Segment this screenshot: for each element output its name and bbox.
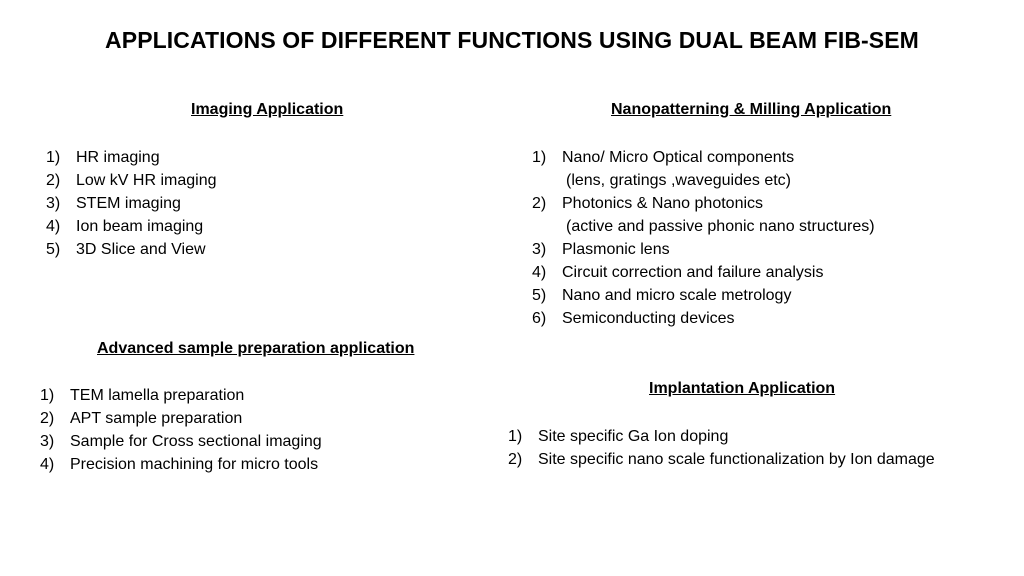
item-text: Photonics & Nano photonics [562, 195, 764, 212]
item-text: Circuit correction and failure analysis [562, 264, 824, 281]
item-text: Nano/ Micro Optical components [562, 149, 795, 166]
nanopatterning-heading: Nanopatterning & Milling Application [611, 101, 892, 118]
item-number: 1) [532, 149, 547, 166]
item-number: 1) [46, 149, 61, 166]
item-text: Precision machining for micro tools [70, 456, 319, 473]
item-text: Plasmonic lens [562, 241, 670, 258]
item-number: 3) [532, 241, 547, 258]
item-number: 5) [46, 241, 61, 258]
item-number: 5) [532, 287, 547, 304]
item-number: 2) [508, 451, 523, 468]
item-number: 2) [532, 195, 547, 212]
item-number: 4) [46, 218, 61, 235]
item-text: HR imaging [76, 149, 160, 166]
item-text: Semiconducting devices [562, 310, 735, 327]
item-number: 2) [40, 410, 55, 427]
item-subtext: (active and passive phonic nano structures) [566, 218, 875, 235]
item-number: 6) [532, 310, 547, 327]
item-number: 1) [40, 387, 55, 404]
implantation-heading: Implantation Application [649, 380, 836, 397]
item-text: STEM imaging [76, 195, 181, 212]
item-number: 4) [532, 264, 547, 281]
item-number: 2) [46, 172, 61, 189]
item-text: Ion beam imaging [76, 218, 204, 235]
item-subtext: (lens, gratings ,waveguides etc) [566, 172, 791, 189]
item-text: Site specific nano scale functionalization by Ion damage [538, 451, 935, 468]
item-text: 3D Slice and View [76, 241, 206, 258]
item-number: 1) [508, 428, 523, 445]
item-text: Sample for Cross sectional imaging [70, 433, 322, 450]
item-text: Site specific Ga Ion doping [538, 428, 729, 445]
imaging-heading: Imaging Application [191, 101, 344, 118]
item-number: 3) [40, 433, 55, 450]
item-number: 4) [40, 456, 55, 473]
item-text: Nano and micro scale metrology [562, 287, 792, 304]
item-text: APT sample preparation [70, 410, 243, 427]
item-text: Low kV HR imaging [76, 172, 217, 189]
sample-prep-heading: Advanced sample preparation application [97, 340, 415, 357]
item-text: TEM lamella preparation [70, 387, 245, 404]
slide-title: APPLICATIONS OF DIFFERENT FUNCTIONS USING DUAL BEAM FIB-SEM [105, 27, 919, 53]
item-number: 3) [46, 195, 61, 212]
